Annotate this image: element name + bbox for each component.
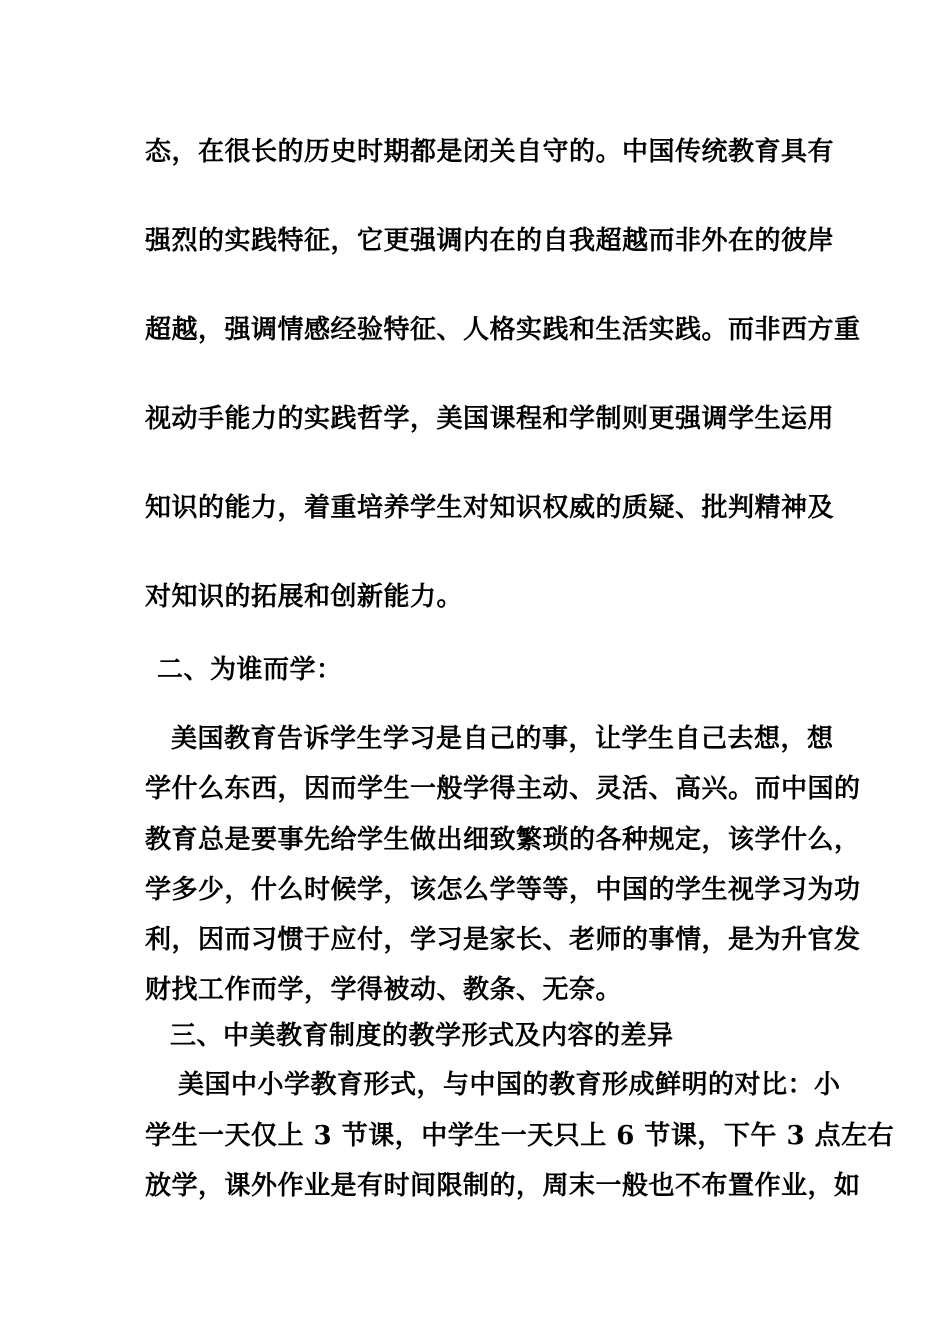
paragraph-line: 财找工作而学，学得被动、教条、无奈。 [145, 975, 623, 1005]
paragraph-line: 态，在很长的历史时期都是闭关自守的。中国传统教育具有 [145, 137, 835, 167]
paragraph-line: 视动手能力的实践哲学，美国课程和学制则更强调学生运用 [145, 404, 835, 434]
paragraph-line: 放学，课外作业是有时间限制的，周末一般也不布置作业，如 [145, 1171, 861, 1201]
paragraph-line: 知识的能力，着重培养学生对知识权威的质疑、批判精神及 [145, 493, 835, 523]
paragraph-line: 学生一天仅上 3 节课，中学生一天只上 6 节课，下午 3 点左右 [145, 1121, 895, 1151]
paragraph-line: 学什么东西，因而学生一般学得主动、灵活、高兴。而中国的 [145, 774, 861, 804]
paragraph-line: 超越，强调情感经验特征、人格实践和生活实践。而非西方重 [145, 315, 861, 345]
section-heading: 二、为谁而学： [157, 655, 343, 685]
paragraph-line: 利，因而习惯于应付，学习是家长、老师的事情，是为升官发 [145, 925, 861, 955]
paragraph-line-text: 美国教育告诉学生学习是自己的事，让学生自己去想，想 [171, 724, 834, 754]
paragraph-line: 美国中小学教育形式，与中国的教育形成鲜明的对比：小 [178, 1070, 841, 1100]
paragraph-line: 学多少，什么时候学，该怎么学等等，中国的学生视学习为功 [145, 875, 861, 905]
section-heading: 三、中美教育制度的教学形式及内容的差异 [170, 1021, 674, 1051]
paragraph-line: 强烈的实践特征，它更强调内在的自我超越而非外在的彼岸 [145, 226, 835, 256]
paragraph-line: 对知识的拓展和创新能力。 [145, 582, 464, 612]
paragraph-line [145, 724, 834, 754]
paragraph-line: 教育总是要事先给学生做出细致繁琐的各种规定，该学什么， [145, 825, 861, 855]
